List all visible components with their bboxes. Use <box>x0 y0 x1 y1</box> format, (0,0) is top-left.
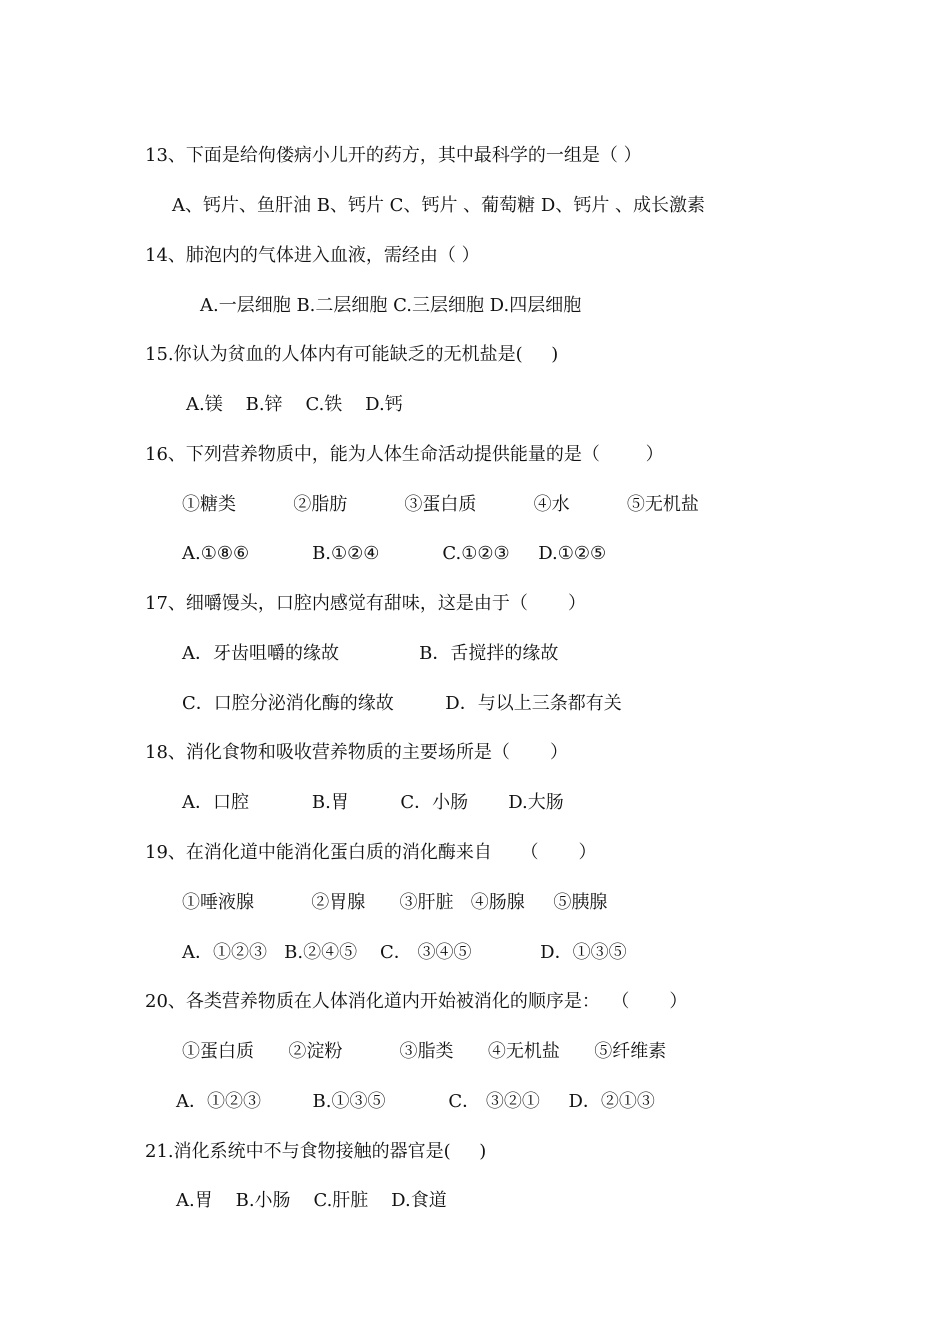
question-17-options-2: C．口腔分泌消化酶的缘故 D．与以上三条都有关 <box>182 693 622 714</box>
question-15-options: A.镁 B.锌 C.铁 D.钙 <box>186 394 403 415</box>
question-16-options: A.①⑧⑥ B.①②④ C.①②③ D.①②⑤ <box>182 543 607 564</box>
question-20: 20、各类营养物质在人体消化道内开始被消化的顺序是： （ ） <box>145 991 688 1012</box>
question-16: 16、下列营养物质中，能为人体生命活动提供能量的是（ ） <box>145 444 664 465</box>
question-14: 14、肺泡内的气体进入血液，需经由（ ） <box>145 245 480 266</box>
question-15: 15.你认为贫血的人体内有可能缺乏的无机盐是( ) <box>145 344 559 365</box>
question-18-options: A．口腔 B.胃 C．小肠 D.大肠 <box>182 792 564 813</box>
question-16-items: ①糖类 ②脂肪 ③蛋白质 ④水 ⑤无机盐 <box>182 494 699 515</box>
question-19-options: A．①②③ B.②④⑤ C． ③④⑤ D．①③⑤ <box>182 942 627 963</box>
question-17-options-1: A．牙齿咀嚼的缘故 B．舌搅拌的缘故 <box>182 643 559 664</box>
question-18: 18、消化食物和吸收营养物质的主要场所是（ ） <box>145 742 568 763</box>
question-13-options: A、钙片、鱼肝油 B、钙片 C、钙片 、葡萄糖 D、钙片 、成长激素 <box>172 195 706 216</box>
question-20-options: A．①②③ B.①③⑤ C． ③②① D．②①③ <box>176 1091 655 1112</box>
question-19: 19、在消化道中能消化蛋白质的消化酶来自 （ ） <box>145 842 597 863</box>
question-20-items: ①蛋白质 ②淀粉 ③脂类 ④无机盐 ⑤纤维素 <box>182 1041 667 1062</box>
question-21: 21.消化系统中不与食物接触的器官是( ) <box>145 1141 487 1162</box>
question-19-items: ①唾液腺 ②胃腺 ③肝脏 ④肠腺 ⑤胰腺 <box>182 892 608 913</box>
question-14-options: A.一层细胞 B.二层细胞 C.三层细胞 D.四层细胞 <box>200 295 582 316</box>
question-17: 17、细嚼馒头，口腔内感觉有甜味，这是由于（ ） <box>145 593 586 614</box>
question-21-options: A.胃 B.小肠 C.肝脏 D.食道 <box>176 1190 447 1211</box>
question-13: 13、下面是给佝偻病小儿开的药方，其中最科学的一组是（ ） <box>145 145 642 166</box>
